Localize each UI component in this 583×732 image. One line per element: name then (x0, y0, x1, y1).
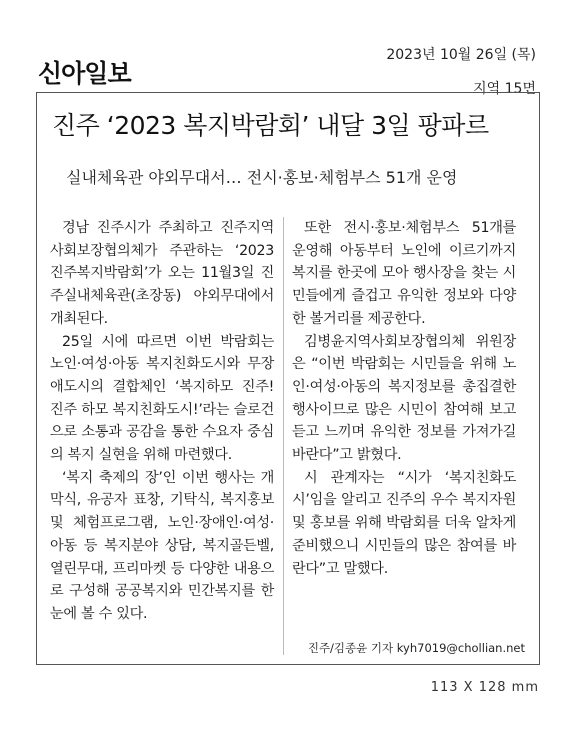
article-paragraph: 경남 진주시가 주최하고 진주지역사회보장협의체가 주관하는 ‘2023 진주복지박람회’가 오는 11월3일 진주실내체육관(초장동) 야외무대에서 개최된다. (50, 220, 274, 327)
clip-size-label: 113 X 128 mm (430, 680, 539, 695)
article-paragraph: ‘복지 축제의 장’인 이번 행사는 개막식, 유공자 표창, 기탁식, 복지홍보 및 체험프로그램, 노인·장애인·여성·아동 등 복지분야 상담, 복지골든벨, 열린무대, 프리마켓 등 다양한 내용으로 구성해 공공복지와 민간복지를 한눈에 볼 수 있다. (50, 469, 274, 622)
publication-date: 2023년 10월 26일 (목) (386, 47, 536, 63)
newspaper-logo: 신아일보 (38, 59, 131, 88)
article-subhead: 실내체육관 야외무대서… 전시·홍보·체험부스 51개 운영 (66, 168, 458, 187)
article-paragraph: 25일 시에 따르면 이번 박람회는 노인·여성·아동 복지친화도시와 무장애도시의 결합체인 ‘복지하모 진주! 진주 하모 복지친화도시!’라는 슬로건으로 소통과 공감을 통한 수요자 중심의 복지 실현을 위해 마련했다. (50, 333, 274, 464)
article-column-right (292, 217, 516, 580)
article-paragraph: 김병윤지역사회보장협의체 위원장은 “이번 박람회는 시민들을 위해 노인·여성·아동의 복지정보를 총집결한 행사이므로 많은 시민이 참여해 보고 듣고 느끼며 유익한 정보를 가져가길 바란다”고 밝혔다. (292, 333, 516, 464)
section-page-label: 지역 15면 (473, 81, 536, 97)
article-headline: 진주 ‘2023 복지박람회’ 내달 3일 팡파르 (52, 111, 489, 140)
column-divider (283, 217, 284, 655)
article-paragraph: 또한 전시·홍보·체험부스 51개를 운영해 아동부터 노인에 이르기까지 복지를 한곳에 모아 행사장을 찾는 시민들에게 즐겁고 유익한 정보와 다양한 볼거리를 제공한다. (292, 220, 516, 327)
article-byline: 진주/김종윤 기자 kyh7019@chollian.net (307, 641, 525, 655)
article-column-left (50, 217, 274, 626)
article-paragraph: 시 관계자는 “시가 ‘복지친화도시’임을 알리고 진주의 우수 복지자원 및 홍보를 위해 박람회를 더욱 알차게 준비했으니 시민들의 많은 참여를 바란다”고 말했다. (292, 469, 516, 577)
